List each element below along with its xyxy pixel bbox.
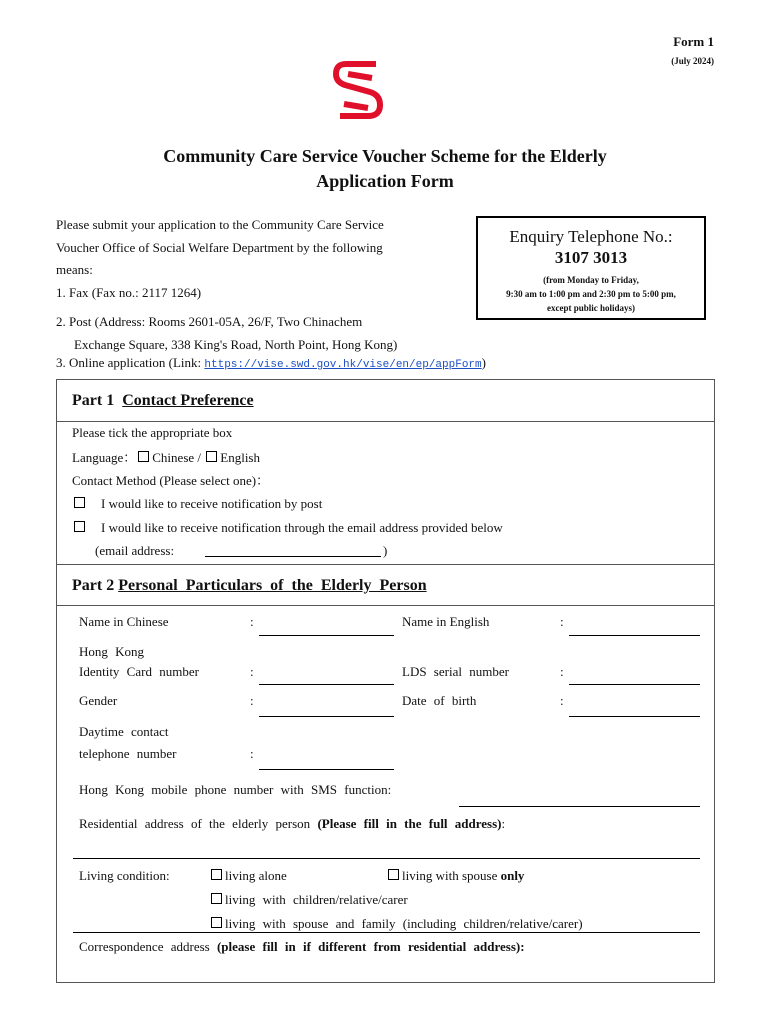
living-spouse-only: only <box>500 868 525 883</box>
english-label: English <box>220 450 260 465</box>
name-chinese-field[interactable] <box>259 635 394 636</box>
online-application-link[interactable]: https://vise.swd.gov.hk/vise/en/ep/appForm <box>204 359 482 371</box>
part1-number: Part 1 <box>72 392 115 409</box>
application-form-box <box>56 379 715 983</box>
enquiry-box <box>476 216 706 320</box>
residential-address-field[interactable] <box>73 858 700 859</box>
mobile-label: Hong Kong mobile phone number with SMS function: <box>79 782 392 797</box>
name-english-field[interactable] <box>569 635 700 636</box>
colon: : <box>560 614 564 629</box>
colon: : <box>250 664 254 679</box>
gender-field[interactable] <box>259 716 394 717</box>
part1-header <box>57 380 714 422</box>
living-children-label: living with children/relative/carer <box>225 892 408 907</box>
email-address-label: (email address: <box>95 543 175 558</box>
address-colon: : <box>501 816 506 831</box>
part2-header <box>57 564 714 606</box>
colon: : <box>250 746 254 761</box>
form-date: (July 2024) <box>671 56 714 66</box>
telephone-field[interactable] <box>259 769 394 770</box>
correspondence-prefix: Correspondence address <box>79 939 217 954</box>
correspondence-address-label <box>79 939 525 955</box>
name-chinese-label: Name in Chinese <box>79 614 169 629</box>
hkid-label-2: Identity Card number <box>79 664 199 679</box>
post-option: 2. Post (Address: Rooms 2601-05A, 26/F, Two Chinachem <box>56 314 363 329</box>
email-close: ) <box>383 543 388 558</box>
colon: : <box>250 693 254 708</box>
chinese-label: Chinese / <box>152 450 202 465</box>
online-option <box>56 355 486 371</box>
online-close: ) <box>481 355 486 370</box>
living-children-option <box>209 892 408 908</box>
living-family-checkbox[interactable] <box>211 917 222 928</box>
fax-option: 1. Fax (Fax no.: 2117 1264) <box>56 284 202 300</box>
gender-label: Gender <box>79 693 118 708</box>
mobile-field[interactable] <box>459 806 700 807</box>
part2-title: Personal Particulars of the Elderly Person <box>118 577 427 594</box>
living-alone-checkbox[interactable] <box>211 869 222 880</box>
lds-field[interactable] <box>569 684 700 685</box>
divider <box>73 932 700 933</box>
living-spouse-checkbox[interactable] <box>388 869 399 880</box>
post-address: Exchange Square, 338 King's Road, North Point, Hong Kong) <box>74 336 398 352</box>
enquiry-note: (from Monday to Friday, <box>543 275 639 285</box>
lds-label: LDS serial number <box>402 664 509 679</box>
enquiry-note: except public holidays) <box>546 303 635 313</box>
part1-title: Contact Preference <box>122 392 254 409</box>
hkid-label: Hong Kong <box>79 644 145 659</box>
enquiry-title: Enquiry Telephone No.: <box>509 227 673 246</box>
post-notification-checkbox[interactable] <box>74 497 85 508</box>
address-prefix: Residential address of the elderly person <box>79 816 318 831</box>
chinese-checkbox[interactable] <box>138 451 149 462</box>
english-checkbox[interactable] <box>206 451 217 462</box>
living-family-label: living with spouse and family (including children/relative/carer) <box>225 916 583 931</box>
intro-line: Please submit your application to the Community Care Service <box>56 217 384 232</box>
post-notification-label: I would like to receive notification by post <box>101 496 323 511</box>
colon: : <box>250 614 254 629</box>
email-notification-label: I would like to receive notification through the email address provided below <box>101 520 503 535</box>
tick-instruction: Please tick the appropriate box <box>72 425 233 440</box>
living-alone-label: living alone <box>225 868 287 883</box>
email-address-field[interactable] <box>205 556 381 557</box>
language-row <box>72 447 260 466</box>
submission-instructions <box>56 214 456 356</box>
email-notification-checkbox[interactable] <box>74 521 85 532</box>
correspondence-note: (please fill in if different from residential address): <box>216 939 525 954</box>
form-number: Form 1 <box>673 34 714 49</box>
telephone-label: Daytime contact <box>79 724 169 739</box>
dob-label: Date of birth <box>402 693 477 708</box>
colon: : <box>560 664 564 679</box>
language-label: Language： <box>72 450 137 465</box>
page-title: Community Care Service Voucher Scheme for the Elderly <box>163 146 607 166</box>
enquiry-number: 3107 3013 <box>554 248 628 267</box>
contact-method-label: Contact Method (Please select one)： <box>72 473 270 488</box>
hkid-field[interactable] <box>259 684 394 685</box>
residential-address-label <box>79 816 505 832</box>
living-condition-label: Living condition: <box>79 868 170 883</box>
enquiry-note: 9:30 am to 1:00 pm and 2:30 pm to 5:00 pm, <box>506 289 676 299</box>
address-note: (Please fill in the full address) <box>317 816 502 831</box>
post-notification-row <box>72 496 322 512</box>
living-children-checkbox[interactable] <box>211 893 222 904</box>
living-family-option <box>209 916 583 932</box>
living-spouse-label: living with spouse <box>402 868 501 883</box>
intro-line: means: <box>56 262 93 277</box>
colon: : <box>560 693 564 708</box>
online-label: 3. Online application (Link: <box>56 355 205 370</box>
page-subtitle: Application Form <box>316 171 454 191</box>
enquiry-hours <box>478 273 704 315</box>
living-spouse-option <box>386 868 524 884</box>
name-english-label: Name in English <box>402 614 490 629</box>
email-notification-row <box>72 520 503 536</box>
telephone-label-2: telephone number <box>79 746 177 761</box>
part2-number: Part 2 <box>72 577 115 594</box>
swd-logo-icon <box>332 60 384 122</box>
intro-line: Voucher Office of Social Welfare Department by the following <box>56 239 383 255</box>
dob-field[interactable] <box>569 716 700 717</box>
living-alone-option <box>209 868 287 884</box>
